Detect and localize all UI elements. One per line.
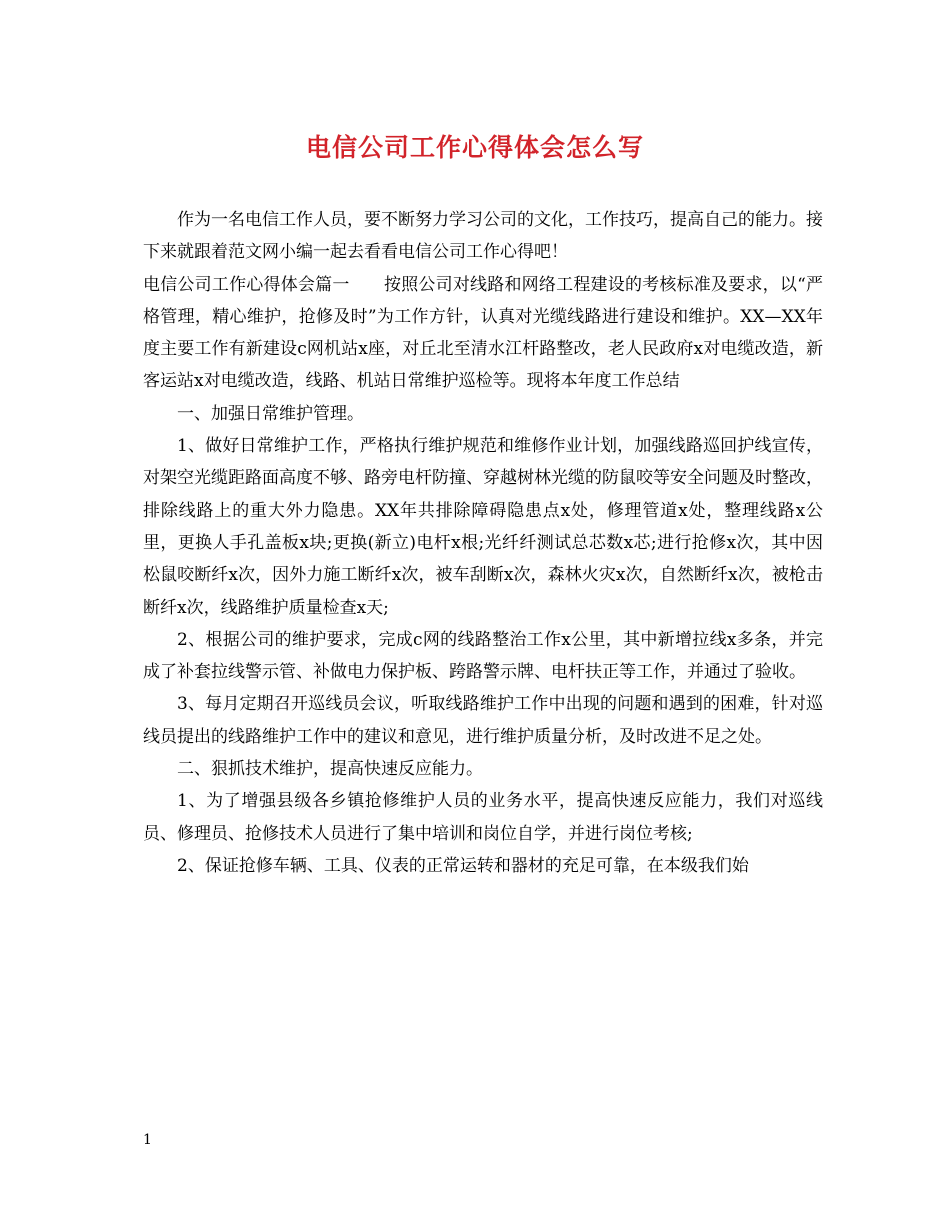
paragraph-section-one-intro: 电信公司工作心得体会篇一 按照公司对线路和网络工程建设的考核标准及要求，以“严格管理，精心维护，抢修及时”为工作方针，认真对光缆线路进行建设和维护。XX—XX年度主要工作有新建设c网机站x座，对丘北至清水江杆路整改，老人民政府x对电缆改造，新客运站x对电缆改造，线路、机站日常维护巡检等。现将本年度工作总结 — [143, 274, 823, 392]
document-title: 电信公司工作心得体会怎么写 — [305, 133, 644, 162]
heading-daily-maintenance: 一、加强日常维护管理。 — [177, 403, 364, 424]
heading-technical-maintenance: 二、狠抓技术维护，提高快速反应能力。 — [177, 759, 483, 780]
document-body — [143, 204, 823, 882]
paragraph-intro: 作为一名电信工作人员，要不断努力学习公司的文化，工作技巧，提高自己的能力。接下来就跟着范文网小编一起去看看电信公司工作心得吧！ — [143, 210, 823, 263]
page-number: 1 — [143, 1132, 152, 1148]
paragraph-tech-item-2: 2、保证抢修车辆、工具、仪表的正常运转和器材的充足可靠，在本级我们始 — [177, 855, 749, 876]
paragraph-tech-item-1: 1、为了增强县级各乡镇抢修维护人员的业务水平，提高快速反应能力，我们对巡线员、修理员、抢修技术人员进行了集中培训和岗位自学，并进行岗位考核; — [143, 791, 823, 844]
paragraph-item-3: 3、每月定期召开巡线员会议，听取线路维护工作中出现的问题和遇到的困难，针对巡线员提出的线路维护工作中的建议和意见，进行维护质量分析，及时改进不足之处。 — [143, 694, 823, 747]
paragraph-item-1: 1、做好日常维护工作，严格执行维护规范和维修作业计划，加强线路巡回护线宣传，对架空光缆距路面高度不够、路旁电杆防撞、穿越树林光缆的防鼠咬等安全问题及时整改，排除线路上的重大外力隐患。XX年共排除障碍隐患点x处，修理管道x处，整理线路x公里，更换人手孔盖板x块;更换(新立)电杆x根;光纤纤测试总芯数x芯;进行抢修x次，其中因松鼠咬断纤x次，因外力施工断纤x次，被车刮断x次，森林火灾x次，自然断纤x次，被枪击断纤x次，线路维护质量检查x天; — [143, 436, 823, 618]
paragraph-item-2: 2、根据公司的维护要求，完成c网的线路整治工作x公里，其中新增拉线x多条，并完成了补套拉线警示管、补做电力保护板、跨路警示牌、电杆扶正等工作，并通过了验收。 — [143, 629, 823, 683]
